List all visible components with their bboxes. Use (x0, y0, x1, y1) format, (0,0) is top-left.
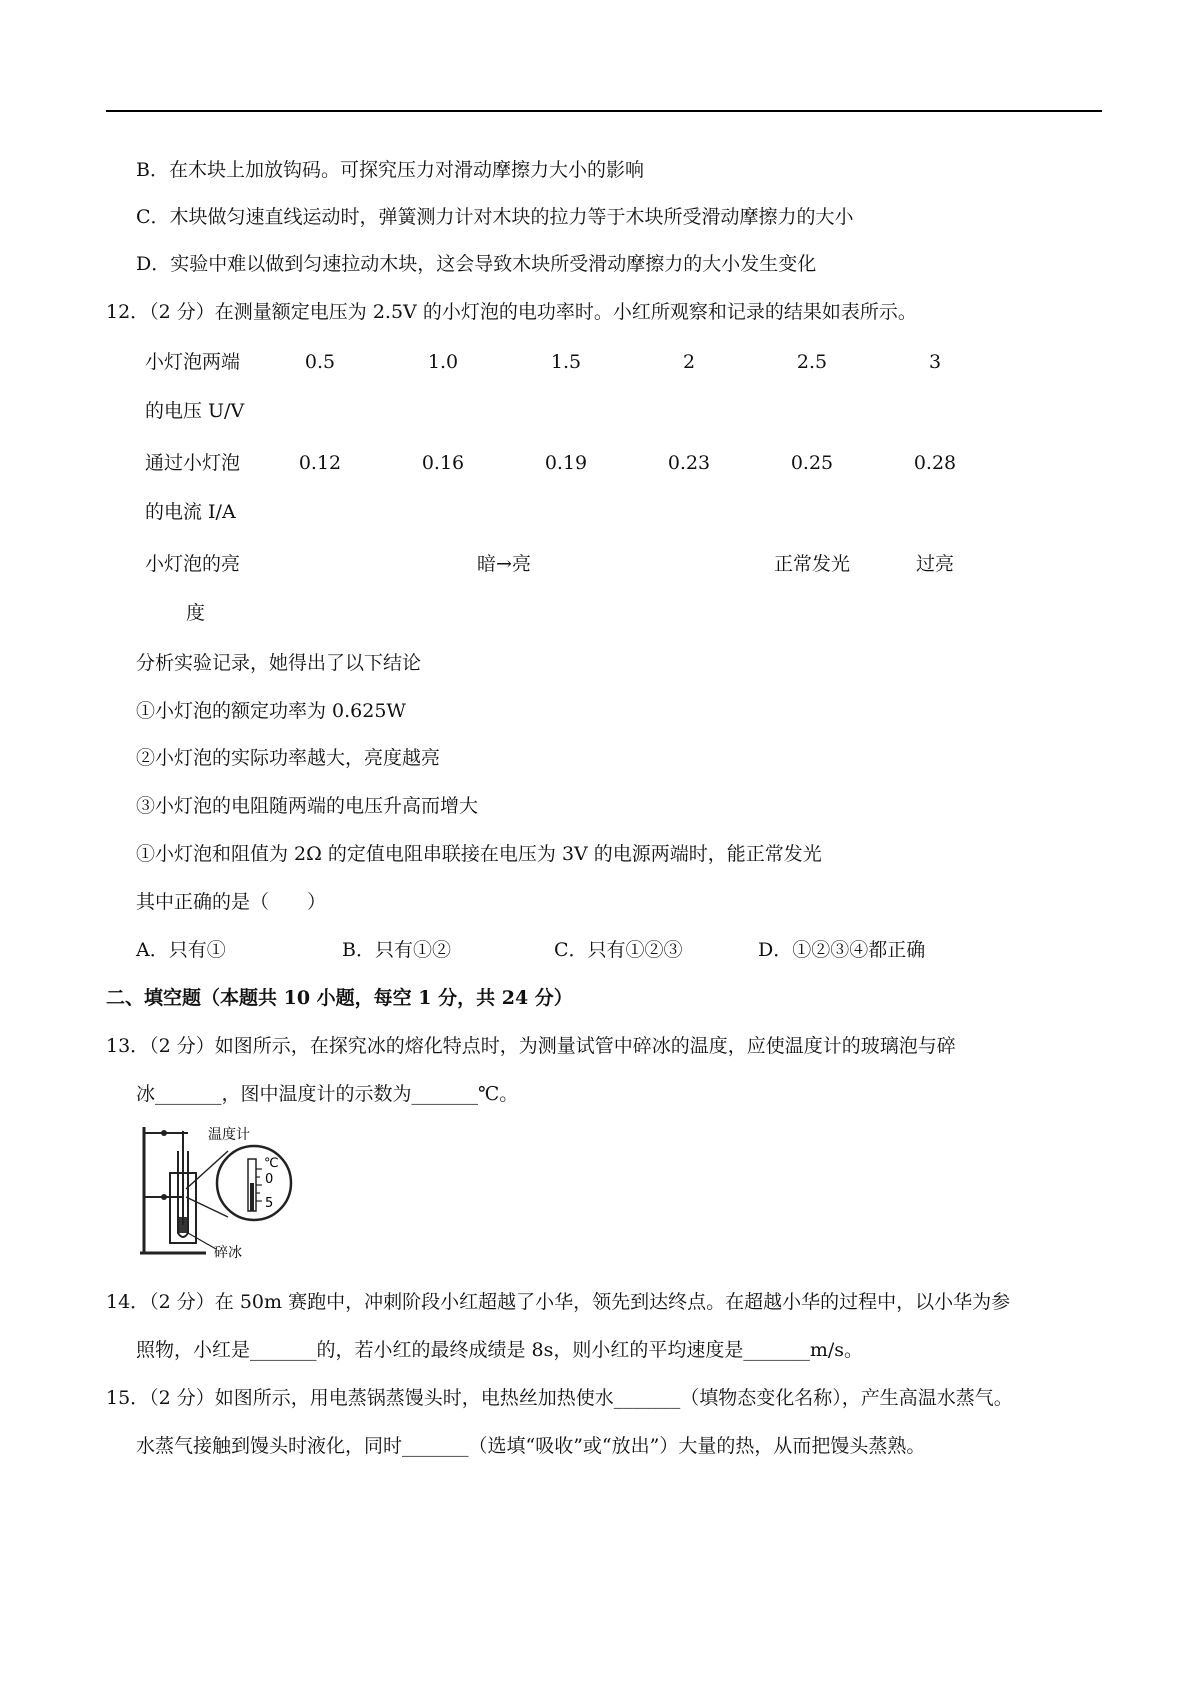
current-cell: 0.23 (667, 452, 711, 474)
q12-conclusion-2: ②小灯泡的实际功率越大，亮度越亮 (136, 747, 441, 769)
mercury-column (250, 1183, 254, 1211)
q12-question: 其中正确的是（ ） (136, 891, 327, 913)
q11-option-c: C．木块做匀速直线运动时，弹簧测力计对木块的拉力等于木块所受滑动摩擦力的大小 (136, 206, 854, 228)
table-row3-label-a: 小灯泡的亮 (145, 553, 241, 575)
q12-intro: 分析实验记录，她得出了以下结论 (136, 652, 422, 674)
q12-conclusion-3: ③小灯泡的电阻随两端的电压升高而增大 (136, 795, 479, 817)
q13-line2: 冰_______，图中温度计的示数为_______℃。 (136, 1083, 519, 1105)
clamp-knob (161, 1194, 167, 1200)
section-title: 二、填空题（本题共 10 小题，每空 1 分，共 24 分） (106, 987, 573, 1009)
table-row1-label-a: 小灯泡两端 (145, 351, 241, 373)
voltage-cell: 3 (928, 351, 942, 373)
q12-option-c: C．只有①②③ (554, 939, 683, 961)
q14-line2: 照物，小红是_______的，若小红的最终成绩是 8s，则小红的平均速度是_______m/s。 (136, 1339, 864, 1361)
current-cell: 0.16 (421, 452, 465, 474)
q12-option-a: A．只有① (136, 939, 226, 961)
voltage-cell: 0.5 (304, 351, 336, 373)
ice-label: 碎冰 (214, 1245, 242, 1261)
brightness-range-cell: 暗→亮 (477, 553, 531, 575)
q12-stem: 12．（2 分）在测量额定电压为 2.5V 的小灯泡的电功率时。小红所观察和记录的结果如表所示。 (106, 301, 917, 323)
q11-option-b: B．在木块上加放钩码。可探究压力对滑动摩擦力大小的影响 (136, 159, 644, 181)
current-cell: 0.12 (298, 452, 342, 474)
q12-option-d: D．①②③④都正确 (758, 939, 926, 961)
tick-0-label: 0 (265, 1172, 274, 1187)
q13-line1: 13．（2 分）如图所示，在探究冰的熔化特点时，为测量试管中碎冰的温度，应使温度计的玻璃泡与碎 (106, 1035, 956, 1057)
tick-5-label: 5 (265, 1196, 274, 1211)
voltage-cell: 2.5 (796, 351, 828, 373)
voltage-cell: 2 (682, 351, 696, 373)
q12-conclusion-4: ①小灯泡和阻值为 2Ω 的定值电阻串联接在电压为 3V 的电源两端时，能正常发光 (136, 843, 822, 865)
thermometer-label: 温度计 (208, 1127, 250, 1143)
brightness-over-cell: 过亮 (915, 553, 955, 575)
table-row2-label-b: 的电流 I/A (145, 501, 236, 523)
ice-leader (188, 1233, 216, 1249)
current-cell: 0.19 (544, 452, 588, 474)
q15-line1: 15．（2 分）如图所示，用电蒸锅蒸馒头时，电热丝加热使水_______（填物态变化名称），产生高温水蒸气。 (106, 1387, 1013, 1409)
unit-label: ℃ (264, 1156, 279, 1171)
table-row1-label-b: 的电压 U/V (145, 400, 245, 422)
q15-line2: 水蒸气接触到馒头时液化，同时_______（选填“吸收”或“放出”）大量的热，从而把馒头蒸熟。 (136, 1435, 926, 1457)
voltage-cell: 1.0 (427, 351, 459, 373)
brightness-normal-cell: 正常发光 (773, 553, 851, 575)
current-cell: 0.25 (790, 452, 834, 474)
q12-conclusion-1: ①小灯泡的额定功率为 0.625W (136, 700, 406, 722)
q14-line1: 14．（2 分）在 50m 赛跑中，冲刺阶段小红超越了小华，领先到达终点。在超越小华的过程中，以小华为参 (106, 1291, 1011, 1313)
q12-option-b: B．只有①② (342, 939, 451, 961)
current-cell: 0.28 (913, 452, 957, 474)
voltage-cell: 1.5 (550, 351, 582, 373)
table-row3-label-b: 度 (186, 602, 206, 624)
q11-option-d: D．实验中难以做到匀速拉动木块，这会导致木块所受滑动摩擦力的大小发生变化 (136, 253, 817, 275)
header-rule (106, 110, 1102, 112)
ice-melting-apparatus-figure (136, 1121, 306, 1261)
table-row2-label-a: 通过小灯泡 (145, 452, 241, 474)
clamp-knob (161, 1130, 167, 1136)
